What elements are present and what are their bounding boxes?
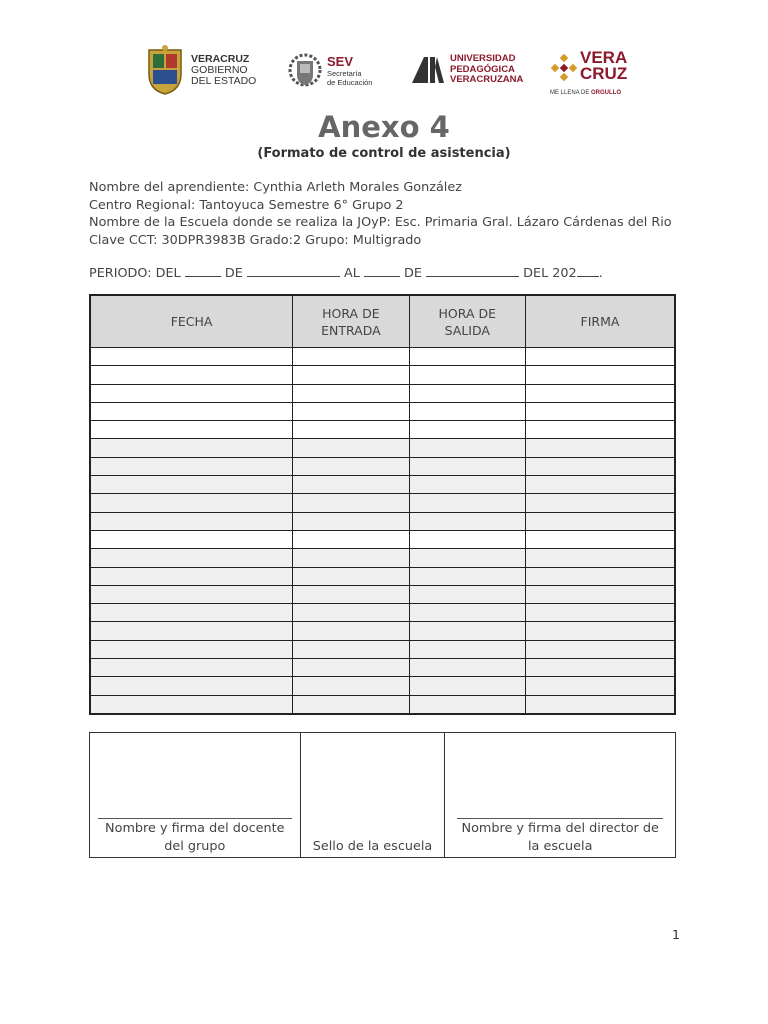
fecha-cell[interactable] (90, 677, 293, 695)
periodo-year-blank[interactable] (577, 264, 599, 277)
hora-entrada-cell[interactable] (293, 402, 409, 420)
hora-salida-cell[interactable] (409, 695, 525, 714)
hora-entrada-cell[interactable] (293, 439, 409, 457)
document-title: Anexo 4 (318, 110, 450, 144)
signature-director-cell[interactable] (445, 733, 676, 858)
header-logos (140, 40, 640, 100)
hora-entrada-cell[interactable] (293, 476, 409, 494)
header-fecha: FECHA (90, 295, 293, 348)
hora-salida-cell[interactable] (409, 640, 525, 658)
hora-salida-cell[interactable] (409, 439, 525, 457)
hora-salida-cell[interactable] (409, 549, 525, 567)
fecha-cell[interactable] (90, 439, 293, 457)
veracruz-brand-logo (550, 46, 645, 106)
firma-cell[interactable] (525, 512, 675, 530)
info-line-centro: Centro Regional: Tantoyuca Semestre 6° Grupo 2 (89, 197, 404, 213)
firma-cell[interactable] (525, 640, 675, 658)
fecha-cell[interactable] (90, 384, 293, 402)
attendance-body (90, 348, 675, 714)
firma-cell[interactable] (525, 530, 675, 548)
table-row (90, 695, 675, 714)
hora-salida-cell[interactable] (409, 512, 525, 530)
firma-cell[interactable] (525, 494, 675, 512)
table-row (90, 659, 675, 677)
hora-entrada-cell[interactable] (293, 695, 409, 714)
table-row (90, 384, 675, 402)
info-line-clave: Clave CCT: 30DPR3983B Grado:2 Grupo: Multigrado (89, 233, 422, 249)
periodo-line (89, 264, 603, 281)
hora-entrada-cell[interactable] (293, 384, 409, 402)
hora-salida-cell[interactable] (409, 585, 525, 603)
hora-entrada-cell[interactable] (293, 366, 409, 384)
periodo-day-end-blank[interactable] (364, 264, 400, 277)
brand-logo-line2: CRUZ (580, 64, 628, 83)
hora-salida-cell[interactable] (409, 622, 525, 640)
fecha-cell[interactable] (90, 476, 293, 494)
hora-entrada-cell[interactable] (293, 677, 409, 695)
periodo-month-start-blank[interactable] (247, 264, 340, 277)
coat-of-arms-icon (145, 44, 185, 96)
firma-cell[interactable] (525, 695, 675, 714)
fecha-cell[interactable] (90, 457, 293, 475)
table-row (90, 622, 675, 640)
periodo-year-label: DEL 202 (523, 266, 577, 281)
upv-logo-line2: PEDAGÓGICA (450, 63, 515, 75)
veracruz-logo-line2: GOBIERNO (191, 63, 248, 76)
table-row (90, 476, 675, 494)
table-row (90, 530, 675, 548)
page-number: 1 (672, 927, 680, 942)
periodo-day-start-blank[interactable] (185, 264, 221, 277)
hora-salida-cell[interactable] (409, 476, 525, 494)
periodo-al-label: AL (343, 266, 360, 281)
periodo-end: . (598, 266, 603, 281)
brand-tagline-prefix: ME LLENA DE (550, 90, 592, 96)
periodo-de-label: DE (224, 266, 243, 281)
table-row (90, 457, 675, 475)
fecha-cell[interactable] (90, 640, 293, 658)
periodo-de2-label: DE (404, 266, 422, 281)
hora-entrada-cell[interactable] (293, 348, 409, 366)
signature-docente-label: Nombre y firma del docente del grupo (98, 818, 292, 855)
document-subtitle: (Formato de control de asistencia) (257, 146, 511, 161)
firma-cell[interactable] (525, 402, 675, 420)
table-row (90, 677, 675, 695)
fecha-cell[interactable] (90, 402, 293, 420)
fecha-cell[interactable] (90, 348, 293, 366)
veracruz-gobierno-logo (145, 40, 256, 100)
upv-logo-line3: VERACRUZANA (450, 74, 524, 86)
header-hora-entrada: HORA DE ENTRADA (293, 295, 409, 348)
table-row (90, 494, 675, 512)
table-row (90, 604, 675, 622)
sev-logo-line2: de Educación (327, 77, 373, 87)
hora-salida-cell[interactable] (409, 494, 525, 512)
fecha-cell[interactable] (90, 695, 293, 714)
firma-cell[interactable] (525, 457, 675, 475)
upv-logo (410, 40, 523, 100)
brand-tagline-bold: ORGULLO (591, 90, 622, 96)
fecha-cell[interactable] (90, 512, 293, 530)
periodo-month-end-blank[interactable] (426, 264, 519, 277)
firma-cell[interactable] (525, 439, 675, 457)
firma-cell[interactable] (525, 604, 675, 622)
hora-entrada-cell[interactable] (293, 421, 409, 439)
firma-cell[interactable] (525, 421, 675, 439)
hora-entrada-cell[interactable] (293, 622, 409, 640)
firma-cell[interactable] (525, 384, 675, 402)
firma-cell[interactable] (525, 476, 675, 494)
veracruz-logo-line3: DEL ESTADO (191, 74, 257, 87)
fecha-cell[interactable] (90, 494, 293, 512)
hora-salida-cell[interactable] (409, 659, 525, 677)
fecha-cell[interactable] (90, 585, 293, 603)
hora-entrada-cell[interactable] (293, 494, 409, 512)
hora-salida-cell[interactable] (409, 604, 525, 622)
hora-salida-cell[interactable] (409, 384, 525, 402)
table-row (90, 567, 675, 585)
attendance-header-row (90, 295, 675, 348)
upv-logo-line1: UNIVERSIDAD (450, 53, 516, 65)
firma-cell[interactable] (525, 366, 675, 384)
sello-label: Sello de la escuela (312, 838, 433, 854)
hora-salida-cell[interactable] (409, 530, 525, 548)
hora-entrada-cell[interactable] (293, 549, 409, 567)
hora-salida-cell[interactable] (409, 366, 525, 384)
table-row (90, 402, 675, 420)
table-row (90, 421, 675, 439)
info-line-escuela: Nombre de la Escuela donde se realiza la JOyP: Esc. Primaria Gral. Lázaro Cárdenas del Rio (89, 215, 672, 231)
hora-entrada-cell[interactable] (293, 585, 409, 603)
hora-salida-cell[interactable] (409, 677, 525, 695)
hora-salida-cell[interactable] (409, 567, 525, 585)
hora-salida-cell[interactable] (409, 348, 525, 366)
fecha-cell[interactable] (90, 530, 293, 548)
fecha-cell[interactable] (90, 567, 293, 585)
attendance-table (89, 294, 676, 715)
sev-logo-line1: Secretaría (327, 68, 362, 78)
table-row (90, 348, 675, 366)
hora-salida-cell[interactable] (409, 402, 525, 420)
sev-seal-icon (288, 47, 322, 93)
fecha-cell[interactable] (90, 421, 293, 439)
firma-cell[interactable] (525, 549, 675, 567)
sello-cell[interactable] (300, 733, 445, 858)
firma-cell[interactable] (525, 622, 675, 640)
fecha-cell[interactable] (90, 549, 293, 567)
veracruz-logo-line1: VERACRUZ (191, 52, 250, 65)
firma-cell[interactable] (525, 567, 675, 585)
hora-entrada-cell[interactable] (293, 659, 409, 677)
hora-entrada-cell[interactable] (293, 640, 409, 658)
fecha-cell[interactable] (90, 659, 293, 677)
info-line-student: Nombre del aprendiente: Cynthia Arleth Morales González (89, 180, 462, 195)
firma-cell[interactable] (525, 585, 675, 603)
fecha-cell[interactable] (90, 366, 293, 384)
brand-tagline (550, 90, 621, 96)
hora-entrada-cell[interactable] (293, 530, 409, 548)
signature-table (89, 732, 676, 858)
sev-logo-title: SEV (327, 53, 354, 69)
sev-logo (288, 40, 372, 100)
firma-cell[interactable] (525, 677, 675, 695)
firma-cell[interactable] (525, 659, 675, 677)
diamond-pattern-icon (550, 54, 578, 82)
hora-entrada-cell[interactable] (293, 457, 409, 475)
firma-cell[interactable] (525, 348, 675, 366)
student-info (89, 179, 672, 250)
table-row (90, 512, 675, 530)
periodo-del-label: PERIODO: DEL (89, 266, 181, 281)
signature-director-label: Nombre y firma del director de la escuela (457, 818, 663, 855)
signature-docente-cell[interactable] (90, 733, 301, 858)
hora-entrada-cell[interactable] (293, 567, 409, 585)
header-firma: FIRMA (525, 295, 675, 348)
fecha-cell[interactable] (90, 604, 293, 622)
table-row (90, 640, 675, 658)
table-row (90, 549, 675, 567)
signature-row (90, 733, 676, 858)
hora-entrada-cell[interactable] (293, 512, 409, 530)
table-row (90, 439, 675, 457)
fecha-cell[interactable] (90, 622, 293, 640)
upv-emblem-icon (410, 53, 446, 87)
brand-logo-line1: VERA (580, 48, 628, 67)
hora-salida-cell[interactable] (409, 421, 525, 439)
table-row (90, 585, 675, 603)
table-row (90, 366, 675, 384)
hora-entrada-cell[interactable] (293, 604, 409, 622)
hora-salida-cell[interactable] (409, 457, 525, 475)
header-hora-salida: HORA DE SALIDA (409, 295, 525, 348)
